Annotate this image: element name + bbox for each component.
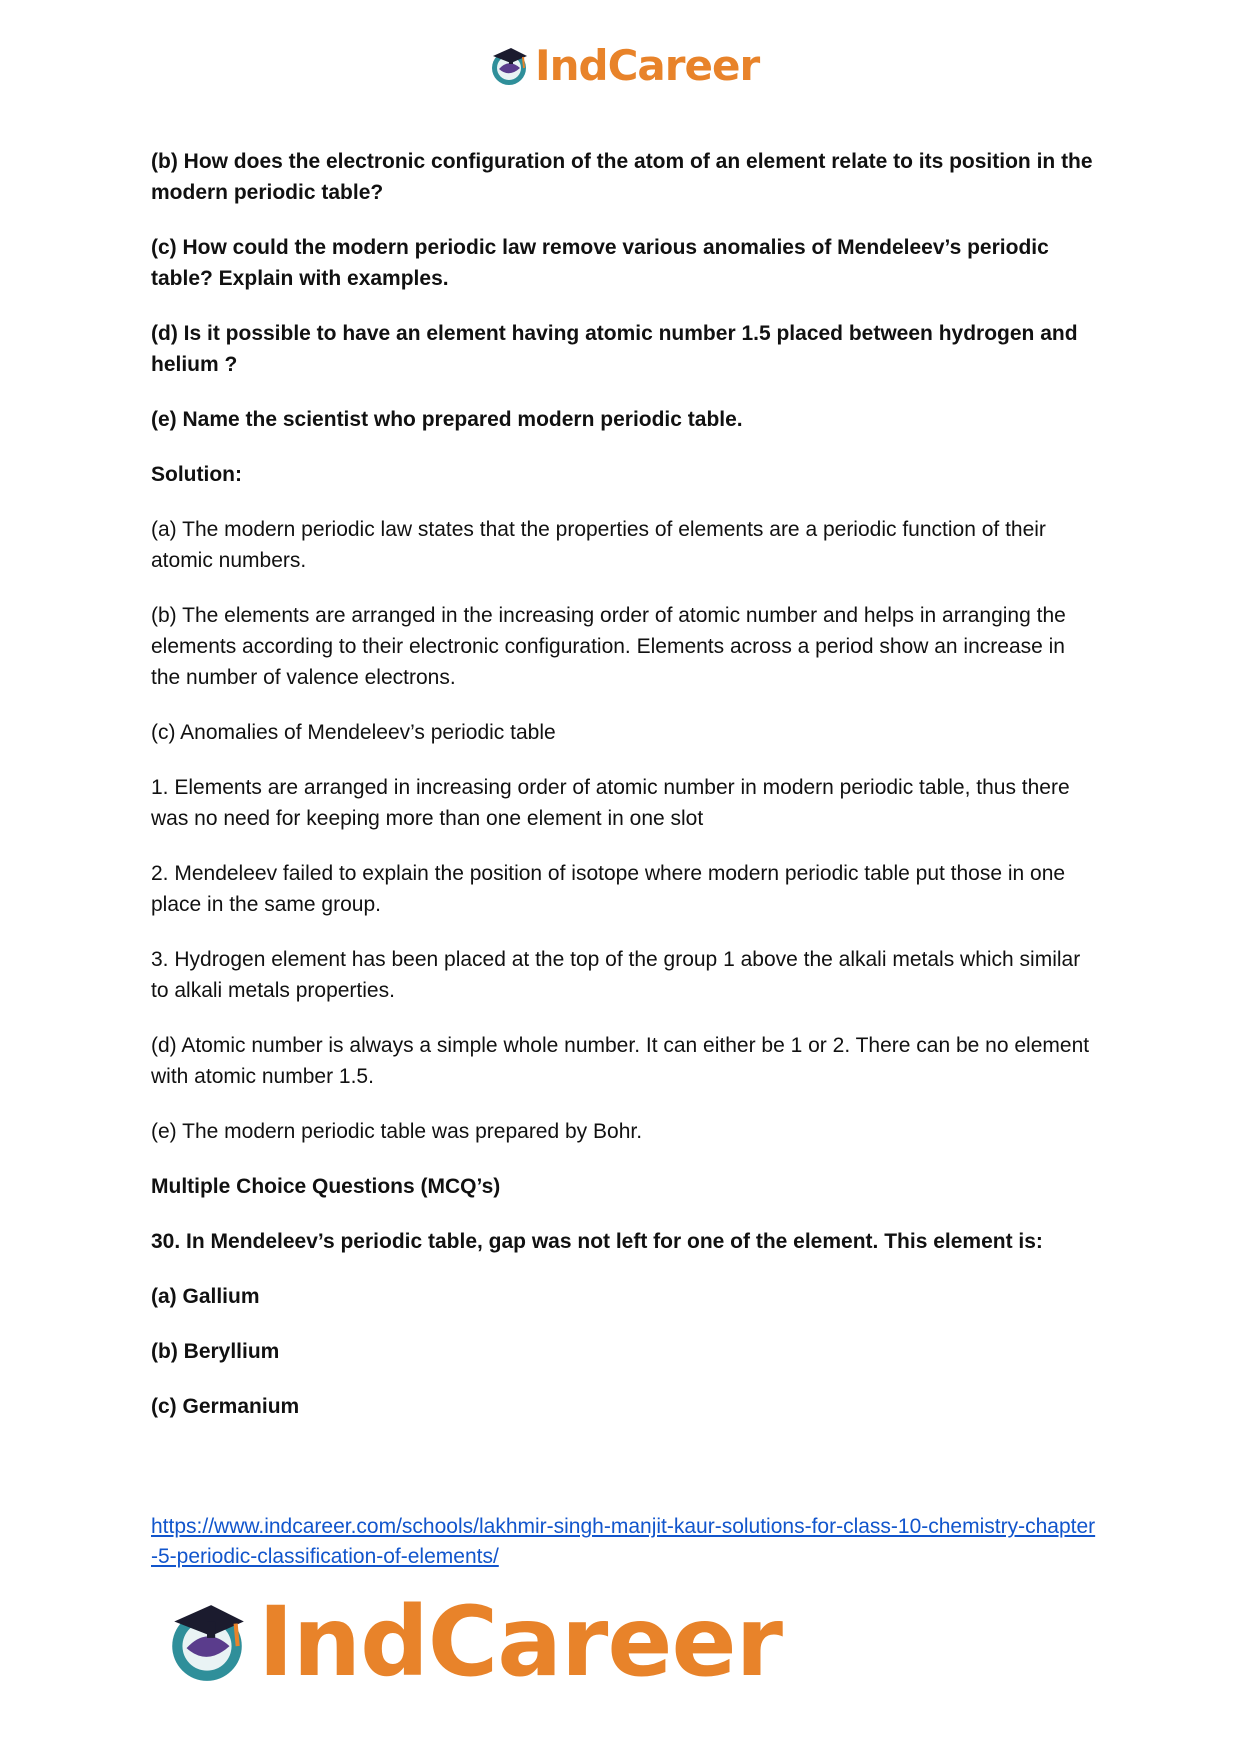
- paragraph: (b) The elements are arranged in the increasing order of atomic number and helps in arranging the elements according to their electronic configuration. Elements across a period show an increase in the number of valence electrons.: [151, 604, 1066, 689]
- paragraph: (e) Name the scientist who prepared modern periodic table.: [151, 408, 743, 431]
- graduation-cap-globe-icon: [487, 44, 531, 88]
- mcq-option: (c) Germanium: [151, 1395, 300, 1418]
- paragraph: (d) Is it possible to have an element having atomic number 1.5 placed between hydrogen and helium ?: [151, 322, 1078, 376]
- mcq-option: (b) Beryllium: [151, 1340, 280, 1363]
- paragraph: (e) The modern periodic table was prepared by Bohr.: [151, 1120, 643, 1143]
- graduation-cap-globe-icon: [162, 1597, 252, 1687]
- paragraph: (b) How does the electronic configuration of the atom of an element relate to its position in the modern periodic table?: [151, 150, 1093, 204]
- document-body: [151, 146, 1096, 1446]
- brand-name: IndCareer: [535, 41, 760, 90]
- paragraph: (d) Atomic number is always a simple whole number. It can either be 1 or 2. There can be no element with atomic number 1.5.: [151, 1034, 1090, 1088]
- mcq-heading: Multiple Choice Questions (MCQ’s): [151, 1175, 501, 1198]
- solution-heading: Solution:: [151, 463, 242, 486]
- paragraph: (c) Anomalies of Mendeleev’s periodic table: [151, 721, 556, 744]
- footer-logo: [162, 1587, 782, 1697]
- mcq-option: (a) Gallium: [151, 1285, 260, 1308]
- mcq-question: 30. In Mendeleev’s periodic table, gap was not left for one of the element. This element is:: [151, 1230, 1043, 1253]
- brand-name: IndCareer: [258, 1586, 782, 1698]
- paragraph: 3. Hydrogen element has been placed at the top of the group 1 above the alkali metals which similar to alkali metals properties.: [151, 948, 1081, 1002]
- paragraph: (a) The modern periodic law states that the properties of elements are a periodic function of their atomic numbers.: [151, 518, 1046, 572]
- paragraph: 1. Elements are arranged in increasing order of atomic number in modern periodic table, thus there was no need for keeping more than one element in one slot: [151, 776, 1070, 830]
- header-logo: [487, 38, 759, 94]
- paragraph: (c) How could the modern periodic law remove various anomalies of Mendeleev’s periodic table? Explain with examples.: [151, 236, 1049, 290]
- source-link[interactable]: https://www.indcareer.com/schools/lakhmir-singh-manjit-kaur-solutions-for-class-10-chemistry-chapter-5-periodic-classification-of-elements/: [151, 1515, 1096, 1568]
- paragraph: 2. Mendeleev failed to explain the position of isotope where modern periodic table put those in one place in the same group.: [151, 862, 1066, 916]
